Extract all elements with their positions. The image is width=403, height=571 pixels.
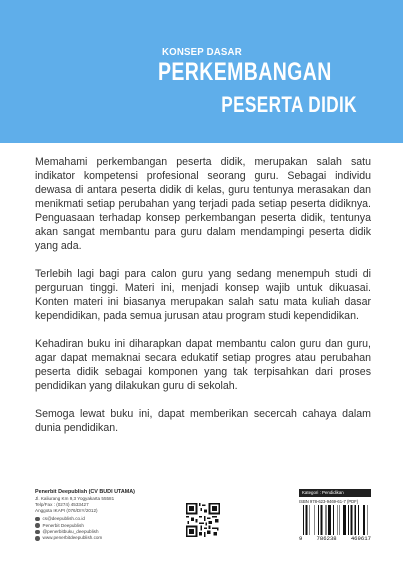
email-icon xyxy=(35,517,40,522)
publisher-info xyxy=(35,489,175,542)
barcode-digit-first: 9 xyxy=(299,535,303,542)
publisher-member: Anggota IKAPI (076/DIY/2012) xyxy=(35,508,98,513)
blurb-paragraph: Semoga lewat buku ini, dapat memberikan secercah cahaya dalam dunia pendidikan. xyxy=(35,408,371,434)
publisher-name: Penerbit Deepublish (CV BUDI UTAMA) xyxy=(35,489,135,495)
publisher-address: Jl. Kaliurang Km 9,3 Yogyakarta 55581 xyxy=(35,496,115,501)
cover-header xyxy=(0,0,403,143)
title-line-2: PESERTA DIDIK xyxy=(221,92,357,117)
facebook-icon xyxy=(35,523,40,528)
publisher-phone: Telp/Fax : (0274) 4533427 xyxy=(35,502,89,507)
title-kicker: KONSEP DASAR xyxy=(162,46,242,58)
category-label: Kategori : Pendidikan xyxy=(299,489,371,497)
title-line-1: PERKEMBANGAN xyxy=(158,58,332,86)
blurb-paragraph: Memahami perkembangan peserta didik, merupakan salah satu indikator kompetensi profesional seorang guru. Sebagai individu dewasa di antara peserta didik di kelas, guru tentunya merasakan dan menikmati setiap perubahan yang terjadi pada setiap peserta didiknya. Penguasaan terhadap konsep perkembangan peserta didik, tentunya akan sangat membantu para guru dalam mendampingi peserta didik yang ada. xyxy=(35,156,371,252)
isbn-number: ISBN 978-623-9469-61-7 (PDF) xyxy=(299,499,359,504)
barcode-digits-right: 469617 xyxy=(350,535,371,542)
social-facebook: Penerbit Deepublish xyxy=(35,522,175,528)
instagram-icon xyxy=(35,530,40,535)
blurb-paragraph: Kehadiran buku ini diharapkan dapat membantu calon guru dan guru, agar dapat memaknai secara edukatif setiap progres atau perubahan peserta didik sebagai komponen yang tak terpisahkan dari proses pendidikan yang dilakukan guru di sekolah. xyxy=(35,338,371,392)
isbn-box xyxy=(299,489,371,545)
social-instagram: @penerbitbuku_deepublish xyxy=(35,529,175,535)
barcode-digits-left: 786238 xyxy=(316,535,337,542)
social-web: www.penerbitdeepublish.com xyxy=(35,535,175,541)
blurb xyxy=(35,155,371,449)
barcode-icon xyxy=(299,505,371,535)
publisher-social xyxy=(35,516,175,542)
qr-code-icon xyxy=(186,503,220,537)
barcode-digits xyxy=(299,535,371,542)
social-email: cs@deepublish.co.id xyxy=(35,516,175,522)
blurb-paragraph: Terlebih lagi bagi para calon guru yang sedang menempuh studi di perguruan tinggi. Materi ini, menjadi konsep wajib untuk dikuasai. Konten materi ini biasanya merupakan salah satu mata kuliah dasar kependidikan, pada semua jurusan atau program studi kependidikan. xyxy=(35,268,371,322)
web-icon xyxy=(35,536,40,541)
